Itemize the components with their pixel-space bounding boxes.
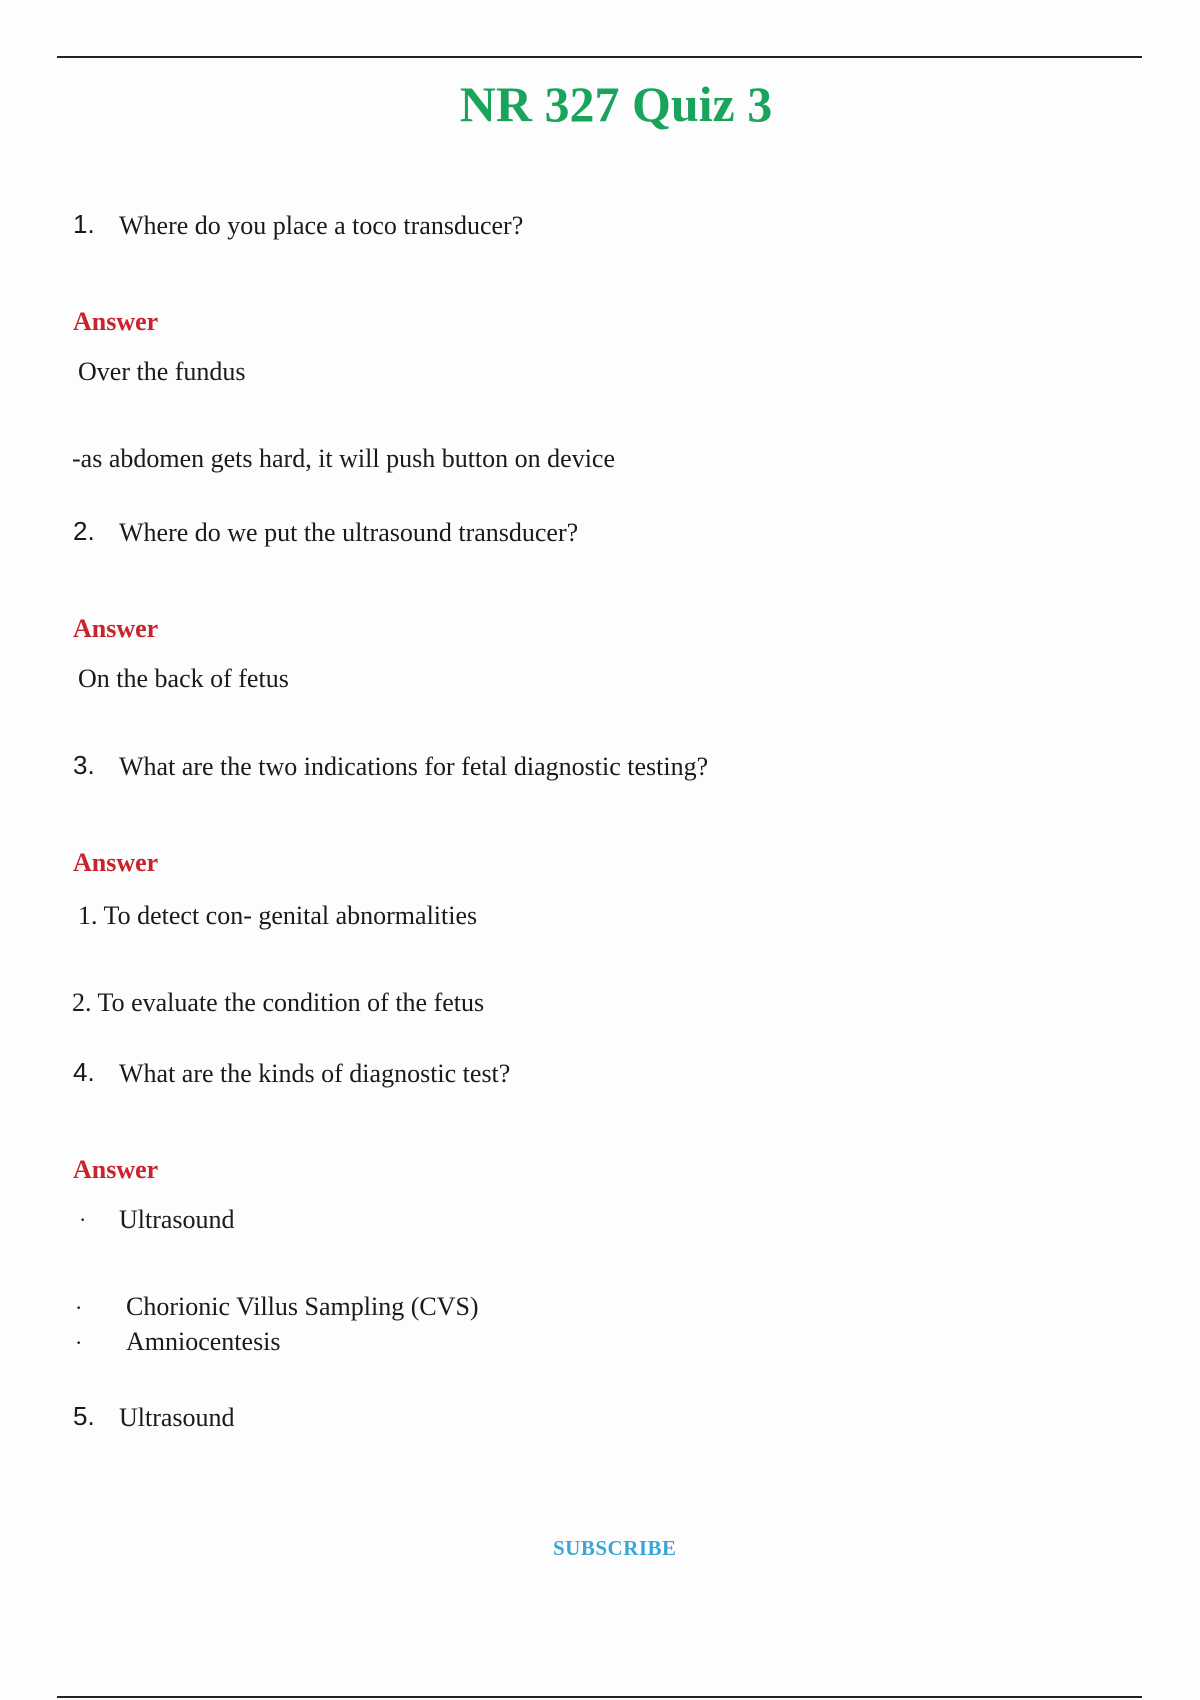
subscribe-link[interactable]: SUBSCRIBE: [553, 1536, 677, 1560]
page-title: NR 327 Quiz 3: [459, 76, 773, 132]
question-5-text: Ultrasound: [119, 1403, 235, 1432]
answer-2-label: Answer: [73, 614, 159, 643]
answer-4-label: Answer: [73, 1155, 159, 1184]
answer-1-line-1: Over the fundus: [78, 357, 246, 386]
answer-4-bullet-1: Ultrasound: [119, 1205, 235, 1234]
bullet-icon: ·: [75, 1295, 83, 1320]
bullet-icon: ·: [79, 1207, 87, 1232]
question-2-number: 2.: [73, 516, 95, 546]
question-3-text: What are the two indications for fetal diagnostic testing?: [119, 752, 709, 781]
top-rule: [57, 56, 1142, 58]
answer-3-line-1: 1. To detect con- genital abnormalities: [78, 901, 478, 930]
answer-3-line-2: 2. To evaluate the condition of the fetus: [72, 988, 485, 1017]
answer-1-line-2: -as abdomen gets hard, it will push button on device: [72, 444, 616, 473]
question-1-text: Where do you place a toco transducer?: [119, 211, 524, 240]
answer-4-bullet-3: Amniocentesis: [126, 1327, 281, 1356]
question-1-number: 1.: [73, 209, 95, 239]
answer-2-line-1: On the back of fetus: [78, 664, 289, 693]
bullet-icon: ·: [75, 1330, 83, 1355]
question-3-number: 3.: [73, 750, 95, 780]
question-2-text: Where do we put the ultrasound transducer?: [119, 518, 579, 547]
bottom-rule: [57, 1696, 1142, 1698]
answer-3-label: Answer: [73, 848, 159, 877]
answer-4-bullet-2: Chorionic Villus Sampling (CVS): [126, 1292, 479, 1321]
answer-1-label: Answer: [73, 307, 159, 336]
question-4-text: What are the kinds of diagnostic test?: [119, 1059, 511, 1088]
question-5-number: 5.: [73, 1401, 95, 1431]
question-4-number: 4.: [73, 1057, 95, 1087]
